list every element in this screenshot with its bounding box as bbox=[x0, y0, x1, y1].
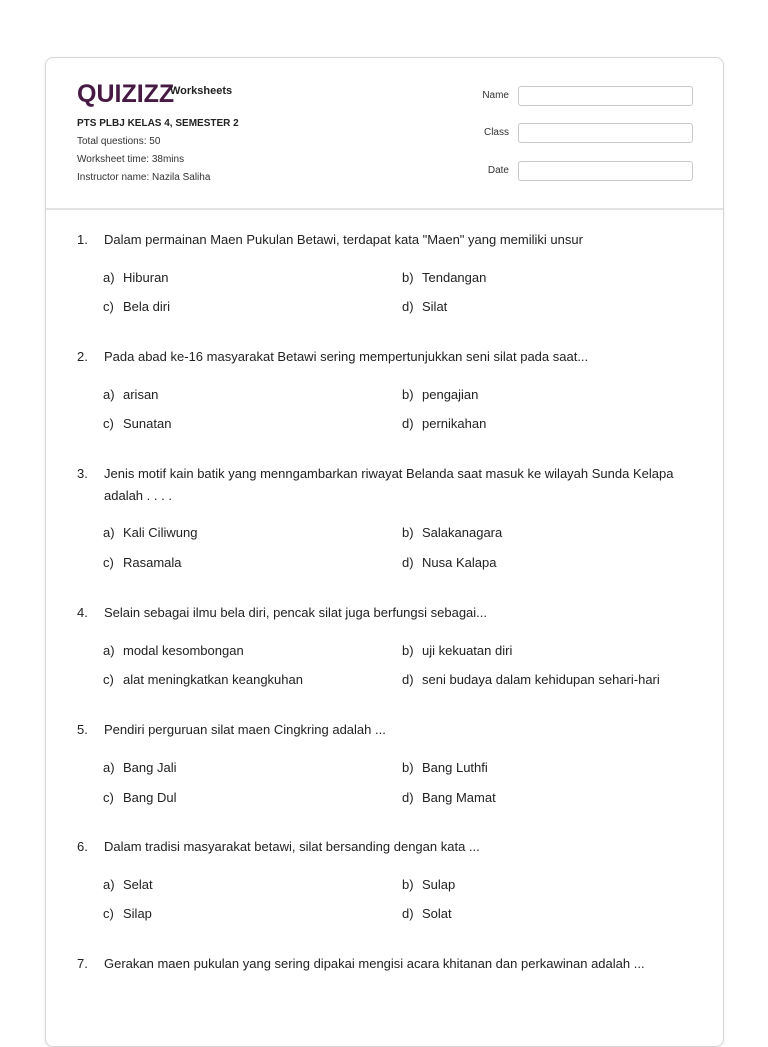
option-text: Nusa Kalapa bbox=[422, 555, 497, 570]
option-c[interactable] bbox=[103, 790, 176, 805]
option-b[interactable] bbox=[402, 643, 512, 658]
question-text: Pendiri perguruan silat maen Cingkring adalah ... bbox=[104, 722, 386, 737]
question-text: Jenis motif kain batik yang menngambarkan riwayat Belanda saat masuk ke wilayah Sunda Kelapa adalah . . . . bbox=[104, 466, 674, 503]
option-a[interactable] bbox=[103, 643, 244, 658]
option-b[interactable] bbox=[402, 525, 502, 540]
option-letter: c) bbox=[103, 906, 114, 921]
option-c[interactable] bbox=[103, 416, 171, 431]
option-letter: d) bbox=[402, 790, 414, 805]
option-text: pengajian bbox=[422, 387, 479, 402]
option-letter: c) bbox=[103, 299, 114, 314]
option-text: uji kekuatan diri bbox=[422, 643, 513, 658]
option-c[interactable] bbox=[103, 299, 170, 314]
option-a[interactable] bbox=[103, 387, 158, 402]
option-text: Bang Mamat bbox=[422, 790, 496, 805]
question-number: 5. bbox=[77, 722, 88, 737]
option-a[interactable] bbox=[103, 525, 197, 540]
option-c[interactable] bbox=[103, 555, 182, 570]
option-text: Bang Luthfi bbox=[422, 760, 488, 775]
option-text: Selat bbox=[123, 877, 153, 892]
worksheet-header bbox=[46, 58, 723, 210]
option-letter: a) bbox=[103, 877, 115, 892]
instructor-name: Instructor name: Nazila Saliha bbox=[77, 172, 211, 183]
option-letter: a) bbox=[103, 760, 115, 775]
worksheet-title: PTS PLBJ KELAS 4, SEMESTER 2 bbox=[77, 118, 239, 129]
option-b[interactable] bbox=[402, 387, 478, 402]
quizizz-logo: QUIZIZZ bbox=[77, 80, 175, 108]
logo-subtitle: Worksheets bbox=[170, 85, 233, 97]
option-letter: b) bbox=[402, 877, 414, 892]
option-d[interactable] bbox=[402, 416, 486, 431]
option-d[interactable] bbox=[402, 906, 452, 921]
option-a[interactable] bbox=[103, 877, 153, 892]
option-letter: d) bbox=[402, 555, 414, 570]
option-text: alat meningkatkan keangkuhan bbox=[123, 672, 303, 687]
question-number: 2. bbox=[77, 349, 88, 364]
option-text: pernikahan bbox=[422, 416, 487, 431]
class-field[interactable] bbox=[518, 123, 693, 143]
option-text: Hiburan bbox=[123, 270, 169, 285]
option-letter: c) bbox=[103, 790, 114, 805]
option-text: arisan bbox=[123, 387, 159, 402]
question-text: Selain sebagai ilmu bela diri, pencak silat juga berfungsi sebagai... bbox=[104, 605, 488, 620]
option-letter: b) bbox=[402, 270, 414, 285]
option-letter: a) bbox=[103, 525, 115, 540]
option-c[interactable] bbox=[103, 672, 303, 687]
option-text: Silat bbox=[422, 299, 448, 314]
option-text: Sunatan bbox=[123, 416, 172, 431]
option-d[interactable] bbox=[402, 299, 447, 314]
question-number: 4. bbox=[77, 605, 88, 620]
option-text: Bang Jali bbox=[123, 760, 177, 775]
option-text: Bang Dul bbox=[123, 790, 177, 805]
question-number: 1. bbox=[77, 232, 88, 247]
option-text: Rasamala bbox=[123, 555, 182, 570]
option-d[interactable] bbox=[402, 790, 496, 805]
name-field[interactable] bbox=[518, 86, 693, 106]
option-letter: c) bbox=[103, 672, 114, 687]
option-text: Bela diri bbox=[123, 299, 170, 314]
option-letter: d) bbox=[402, 299, 414, 314]
option-letter: b) bbox=[402, 525, 414, 540]
question-text: Pada abad ke-16 masyarakat Betawi sering mempertunjukkan seni silat pada saat... bbox=[104, 349, 589, 364]
option-letter: b) bbox=[402, 760, 414, 775]
question-number: 7. bbox=[77, 956, 88, 971]
class-label: Class bbox=[483, 127, 509, 138]
option-d[interactable] bbox=[402, 672, 660, 687]
option-letter: d) bbox=[402, 906, 414, 921]
question-text: Dalam permainan Maen Pukulan Betawi, terdapat kata "Maen" yang memiliki unsur bbox=[104, 232, 583, 247]
option-text: Tendangan bbox=[422, 270, 487, 285]
option-letter: d) bbox=[402, 672, 414, 687]
option-letter: a) bbox=[103, 270, 115, 285]
option-c[interactable] bbox=[103, 906, 152, 921]
worksheet-card bbox=[45, 57, 724, 1047]
option-text: seni budaya dalam kehidupan sehari-hari bbox=[422, 672, 660, 687]
option-d[interactable] bbox=[402, 555, 496, 570]
option-a[interactable] bbox=[103, 270, 169, 285]
question-number: 3. bbox=[77, 466, 88, 481]
option-letter: c) bbox=[103, 555, 114, 570]
option-a[interactable] bbox=[103, 760, 176, 775]
option-letter: a) bbox=[103, 387, 115, 402]
total-questions: Total questions: 50 bbox=[77, 136, 161, 147]
option-letter: b) bbox=[402, 387, 414, 402]
worksheet-time: Worksheet time: 38mins bbox=[77, 154, 185, 165]
question-number: 6. bbox=[77, 839, 88, 854]
date-field[interactable] bbox=[518, 161, 693, 181]
option-text: Salakanagara bbox=[422, 525, 503, 540]
option-letter: b) bbox=[402, 643, 414, 658]
option-b[interactable] bbox=[402, 760, 488, 775]
option-b[interactable] bbox=[402, 877, 455, 892]
option-b[interactable] bbox=[402, 270, 486, 285]
question-text: Dalam tradisi masyarakat betawi, silat bersanding dengan kata ... bbox=[104, 839, 480, 854]
question-text: Gerakan maen pukulan yang sering dipakai mengisi acara khitanan dan perkawinan adalah ... bbox=[104, 956, 645, 971]
option-text: Solat bbox=[422, 906, 452, 921]
option-letter: c) bbox=[103, 416, 114, 431]
option-letter: a) bbox=[103, 643, 115, 658]
option-text: Sulap bbox=[422, 877, 456, 892]
name-label: Name bbox=[482, 90, 509, 101]
option-text: modal kesombongan bbox=[123, 643, 244, 658]
option-text: Silap bbox=[123, 906, 152, 921]
option-text: Kali Ciliwung bbox=[123, 525, 198, 540]
option-letter: d) bbox=[402, 416, 414, 431]
date-label: Date bbox=[487, 165, 509, 176]
